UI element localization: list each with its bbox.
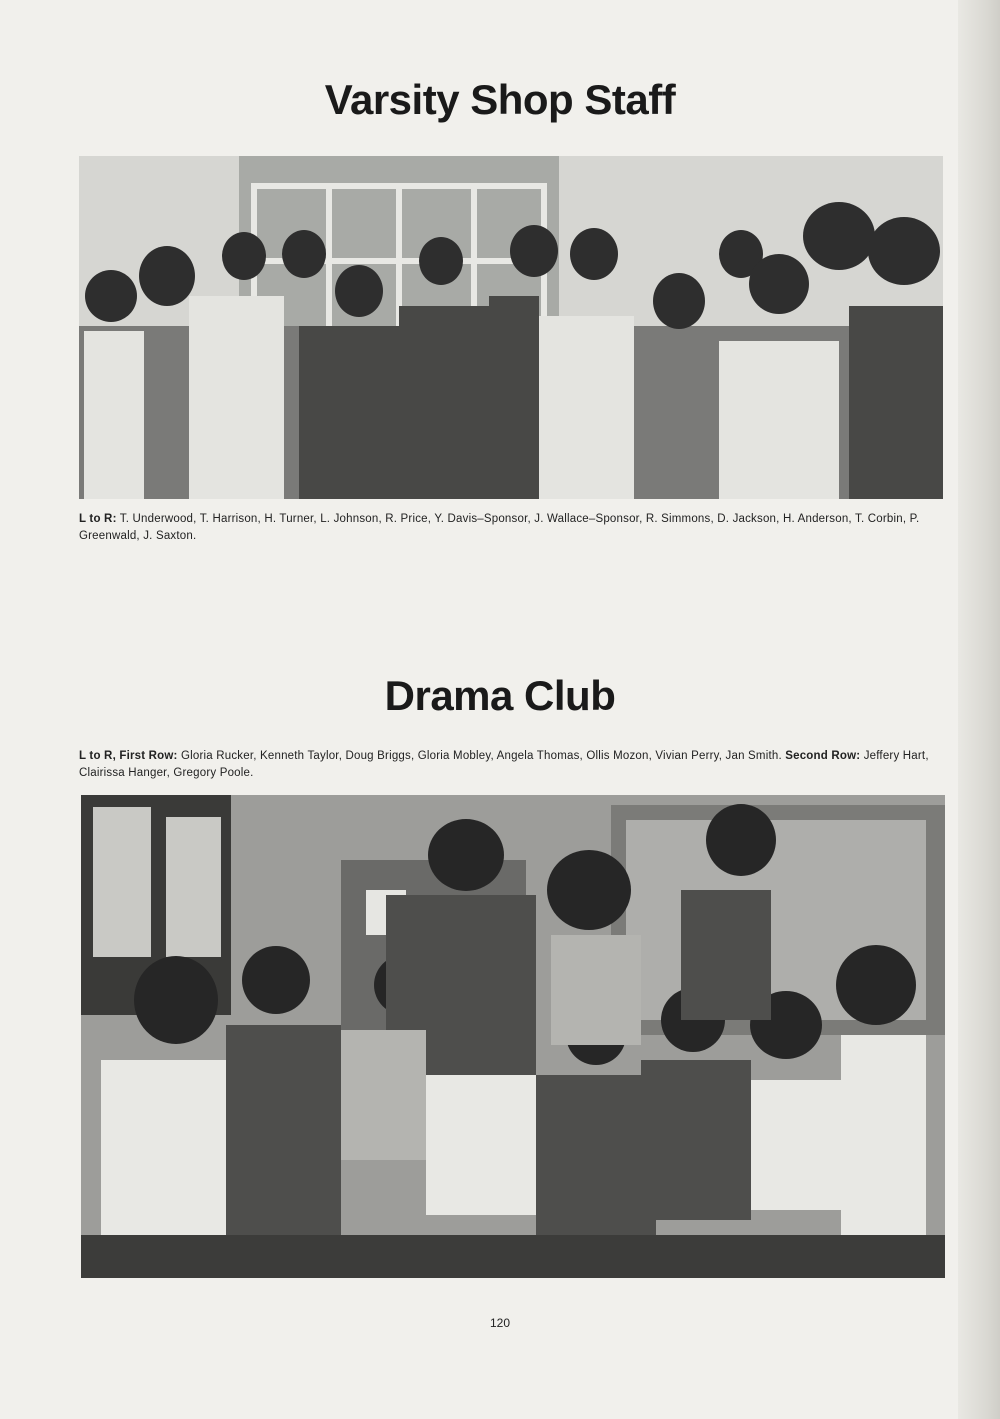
caption-lead-first-row: L to R, First Row: xyxy=(79,750,178,762)
varsity-shop-photo-illustration xyxy=(79,156,943,499)
drama-club-caption xyxy=(79,748,949,782)
varsity-shop-title: Varsity Shop Staff xyxy=(324,76,676,123)
caption-lead: L to R: xyxy=(79,513,117,525)
varsity-shop-caption xyxy=(79,511,949,545)
drama-club-photo-illustration xyxy=(81,795,945,1278)
drama-club-photo xyxy=(81,795,945,1278)
drama-club-title: Drama Club xyxy=(384,672,616,719)
caption-names: T. Underwood, T. Harrison, H. Turner, L. Johnson, R. Price, Y. Davis–Sponsor, J. Wallace–Sponsor, R. Simmons, D. Jackson, H. Anderson, T. Corbin, P. Greenwald, J. Saxton. xyxy=(79,513,920,542)
varsity-shop-photo xyxy=(79,156,943,499)
caption-first-row-names: Gloria Rucker, Kenneth Taylor, Doug Briggs, Gloria Mobley, Angela Thomas, Ollis Mozon, Vivian Perry, Jan Smith. xyxy=(177,750,786,762)
caption-second-row-names: Jeffery Hart, Clairissa Hanger, Gregory Poole. xyxy=(79,750,929,779)
page-number: 120 xyxy=(489,1316,511,1330)
caption-lead-second-row: Second Row: xyxy=(785,750,861,762)
